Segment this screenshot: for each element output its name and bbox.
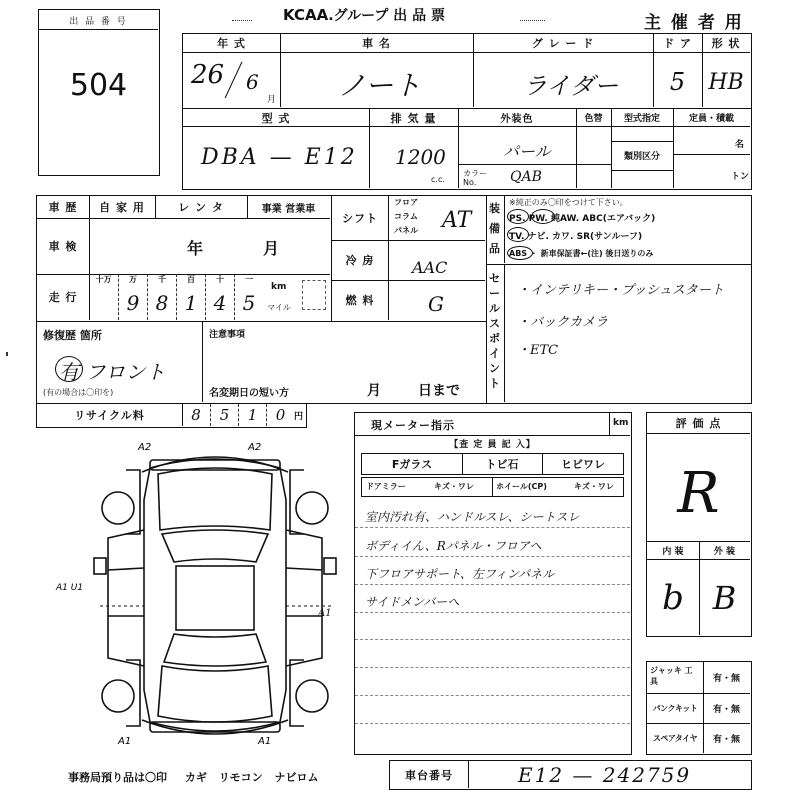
- meter-label: 現メーター指示: [371, 419, 455, 432]
- car-diagram: [56, 430, 350, 760]
- fuel-label: 燃 料: [345, 294, 375, 307]
- damage-mark-top-right: A2: [248, 442, 262, 453]
- interior-label: 内 装: [662, 546, 684, 557]
- shift-option-panel: パネル: [394, 226, 418, 235]
- inspector-note-1: 室内汚れ有、ハンドルスレ、シートスレ: [365, 510, 580, 524]
- glass-row: [361, 453, 624, 475]
- car-body-outline: [144, 459, 286, 731]
- puncture-label: パンクキット: [652, 703, 698, 713]
- inspection-month-unit: 月: [263, 239, 280, 258]
- chassis-label: 車台番号: [405, 768, 453, 782]
- office-item-remote: リモコン: [218, 771, 263, 784]
- exterior-label: 外 装: [713, 546, 736, 557]
- shift-option-floor: フロア: [394, 198, 418, 207]
- spare-option: 有・無: [712, 734, 740, 745]
- km-unit: km: [271, 282, 287, 292]
- persons-unit: 名: [735, 140, 745, 150]
- jack-option: 有・無: [712, 674, 740, 684]
- model-header: 型 式: [261, 111, 291, 125]
- sales-point-1: ・インテリキー・プッシュスタート: [517, 283, 724, 298]
- color-no-value: QAB: [510, 169, 542, 185]
- form-brand: [283, 5, 445, 27]
- sales-point-3: ・ETC: [517, 343, 559, 358]
- brand-logo: KCAA: [283, 6, 329, 24]
- pw-circle: [531, 209, 555, 224]
- left-side: [108, 530, 144, 666]
- lot-number-box: [38, 9, 160, 176]
- mile-checkbox[interactable]: [302, 280, 326, 310]
- type-designation-header: 型式指定: [623, 114, 660, 124]
- displacement-value: 1200: [395, 145, 446, 169]
- repair-value: 有 フロント: [59, 360, 166, 384]
- mileage-digit-header: 十万: [95, 275, 112, 284]
- damage-mark-bottom-left: A1: [118, 736, 132, 747]
- lot-number-header: [39, 10, 158, 30]
- mileage-digit-cell: [205, 274, 234, 320]
- equipment-line-1: PS. PW. 純AW. ABC(エアバック): [509, 214, 656, 224]
- inspection-label: 車 検: [48, 240, 78, 253]
- capacity-header: 定員・積載: [688, 114, 734, 124]
- puncture-option: 有・無: [712, 704, 740, 715]
- tools-block: [646, 661, 752, 755]
- ac-label: 冷 房: [345, 254, 375, 267]
- hood: [158, 468, 272, 530]
- color-value: パール: [503, 142, 551, 161]
- mileage-digit-header: 万: [129, 275, 137, 284]
- door-header: ド ア: [663, 37, 692, 50]
- mileage-digit-value: 5: [242, 291, 256, 315]
- model-value: DBA — E12: [201, 145, 358, 170]
- wheel-note: キズ・ワレ: [574, 482, 614, 491]
- short-date-label: 名変期日の短い方: [209, 388, 289, 399]
- history-option-private: 自 家 用: [99, 201, 145, 214]
- evaluation-block: [646, 412, 752, 637]
- shift-option-column: コラム: [394, 212, 418, 221]
- inspector-note-2: ボディイん、Rパネル・フロアへ: [365, 539, 542, 553]
- mileage-digit-value: 8: [155, 291, 169, 315]
- damage-mark-right: A1: [318, 608, 332, 619]
- shape-header: 形 状: [711, 37, 741, 50]
- roof: [176, 566, 254, 630]
- sales-points-block: [486, 264, 752, 404]
- chip-label: トビ石: [485, 458, 519, 471]
- scan-dot: [6, 352, 8, 356]
- month-unit: 月: [267, 95, 277, 105]
- mileage-digit-header: 一: [245, 275, 253, 284]
- caution-month-unit: 月: [367, 383, 381, 399]
- shift-label: シフト: [342, 212, 378, 225]
- wheel-front-left: [102, 492, 134, 524]
- tv-circle: [507, 227, 529, 242]
- shift-value: AT: [442, 208, 472, 233]
- inspector-label: 【査 定 員 記 入】: [449, 439, 536, 450]
- equipment-block: [486, 195, 752, 265]
- jack-label: ジャッキ 工 具: [650, 666, 693, 686]
- recycle-block: [36, 403, 307, 428]
- recycle-label: リサイクル料: [74, 409, 145, 422]
- wheel-front-right: [296, 492, 328, 524]
- meter-unit: km: [613, 418, 629, 428]
- repaint-header: 色替: [584, 114, 603, 124]
- inspector-note-4: サイドメンバーへ: [365, 595, 460, 609]
- shift-block: [331, 195, 487, 322]
- damage-mark-top-left: A2: [138, 442, 152, 453]
- mileage-digits: [89, 274, 263, 320]
- repair-note: (有の場合は〇印を): [43, 388, 114, 397]
- history-option-business: 事業 営業車: [261, 203, 316, 215]
- chassis-value: E12 — 242759: [518, 763, 692, 787]
- left-front-door: [108, 568, 144, 570]
- right-front-door: [286, 568, 322, 570]
- form-title: .グループ 出 品 票: [328, 8, 446, 24]
- crack-label: ヒビワレ: [561, 458, 605, 471]
- grade-header: グ レ ー ド: [531, 37, 595, 50]
- equipment-line-2: TV. ナビ. カワ. SR(サンルーフ): [509, 232, 643, 242]
- caution-label: 注意事項: [209, 330, 246, 340]
- recycle-digit: 8: [191, 406, 201, 424]
- damage-mark-left: A1 U1: [56, 583, 84, 593]
- evaluation-label: 評 価 点: [675, 417, 722, 430]
- exterior-grade: B: [712, 579, 737, 617]
- interior-grade: b: [662, 578, 684, 618]
- sales-point-2: ・バックカメラ: [517, 315, 609, 330]
- ps-circle: [507, 209, 529, 224]
- vehicle-main-table: [182, 33, 752, 109]
- recycle-digit: 1: [238, 404, 266, 426]
- title-dash-left: [232, 20, 252, 21]
- recycle-unit: 円: [294, 412, 304, 422]
- recycle-digits: [182, 404, 294, 426]
- car-name-value: ノート: [338, 69, 422, 102]
- history-option-rental: レ ン タ: [178, 201, 224, 214]
- office-note-text: 事務局預り品は〇印: [68, 771, 167, 784]
- spare-label: スペアタイヤ: [652, 733, 698, 743]
- mileage-digit-value: 4: [213, 291, 227, 315]
- car-name-header: 車 名: [362, 37, 391, 50]
- mileage-digit-cell: [89, 274, 118, 320]
- mirror-row: [361, 477, 624, 497]
- equipment-note: ※純正のみ〇印をつけて下さい。: [509, 198, 628, 207]
- right-side: [286, 530, 322, 666]
- windshield: [162, 530, 268, 562]
- office-note: [68, 769, 319, 785]
- title-dash-right: [520, 20, 545, 21]
- mileage-digit-header: 千: [158, 275, 166, 284]
- grade-value: ライダー: [523, 72, 619, 100]
- mile-unit: マイル: [267, 303, 291, 312]
- equipment-line-3: ABS ・ 新車保証書←(注) 後日送りのみ: [509, 249, 654, 258]
- mileage-digit-value: 9: [126, 291, 140, 315]
- year-value: 26: [191, 60, 225, 90]
- recycle-digit: 0: [266, 404, 294, 426]
- office-item-key: カギ: [184, 771, 207, 784]
- rear-window: [164, 634, 266, 666]
- lot-number-value: 504: [69, 67, 128, 103]
- repair-label: 修復歴 箇所: [43, 329, 102, 342]
- trunk: [158, 666, 272, 722]
- mileage-digit-cell: [234, 274, 263, 320]
- month-value: 6: [246, 70, 259, 94]
- recycle-digit: 5: [210, 404, 238, 426]
- f-glass-label: Fガラス: [391, 458, 433, 471]
- fuel-value: G: [428, 292, 444, 316]
- model-table: [182, 108, 752, 190]
- history-label: 車 歴: [48, 201, 78, 214]
- year-header: 年 式: [217, 37, 246, 50]
- color-no-label: カラー No.: [463, 169, 487, 187]
- displacement-header: 排 気 量: [390, 111, 437, 125]
- meter-block: [354, 412, 632, 755]
- chassis-block: [389, 760, 752, 790]
- sales-points-side-label: セールスポイント: [489, 272, 500, 390]
- mileage-digit-header: 十: [216, 275, 224, 284]
- lot-number-label: 出 品 番 号: [69, 16, 128, 27]
- ac-value: AAC: [412, 258, 448, 277]
- color-header: 外装色: [500, 114, 534, 125]
- cc-unit: c.c.: [431, 175, 445, 184]
- office-item-navi: ナビロム: [274, 771, 319, 784]
- inspection-year-unit: 年: [187, 239, 204, 258]
- abs-circle: [507, 246, 533, 260]
- mileage-digit-value: 1: [184, 291, 198, 315]
- mileage-digit-cell: [176, 274, 205, 320]
- tons-unit: トン: [731, 172, 750, 182]
- repair-block: [36, 321, 487, 404]
- wheel-label: ホイール(CP): [496, 482, 547, 491]
- door-value: 5: [669, 68, 686, 96]
- equipment-side-label: 装 備 品: [489, 202, 500, 255]
- wheel-rear-right: [296, 680, 328, 712]
- mileage-label: 走 行: [48, 291, 78, 304]
- damage-mark-bottom-right: A1: [258, 736, 272, 747]
- history-block: [36, 195, 332, 322]
- mirror-right: [324, 558, 336, 574]
- category-label: 類別区分: [623, 152, 660, 162]
- mileage-digit-header: 百: [187, 275, 195, 284]
- mirror-label: ドアミラー: [366, 482, 406, 491]
- evaluation-score: R: [677, 460, 720, 526]
- wheel-rear-left: [102, 680, 134, 712]
- year-slash: [225, 62, 243, 99]
- organizer-label: 主 催 者 用: [644, 13, 744, 33]
- mileage-digit-cell: [147, 274, 176, 320]
- repair-circle: [55, 356, 83, 382]
- inspector-note-3: 下フロアサポート、左フィンパネル: [365, 567, 555, 581]
- mirror-left: [94, 558, 106, 574]
- mirror-note: キズ・ワレ: [434, 482, 474, 491]
- mileage-digit-cell: [118, 274, 147, 320]
- caution-day-unit: 日まで: [418, 383, 460, 399]
- shape-value: HB: [708, 69, 744, 95]
